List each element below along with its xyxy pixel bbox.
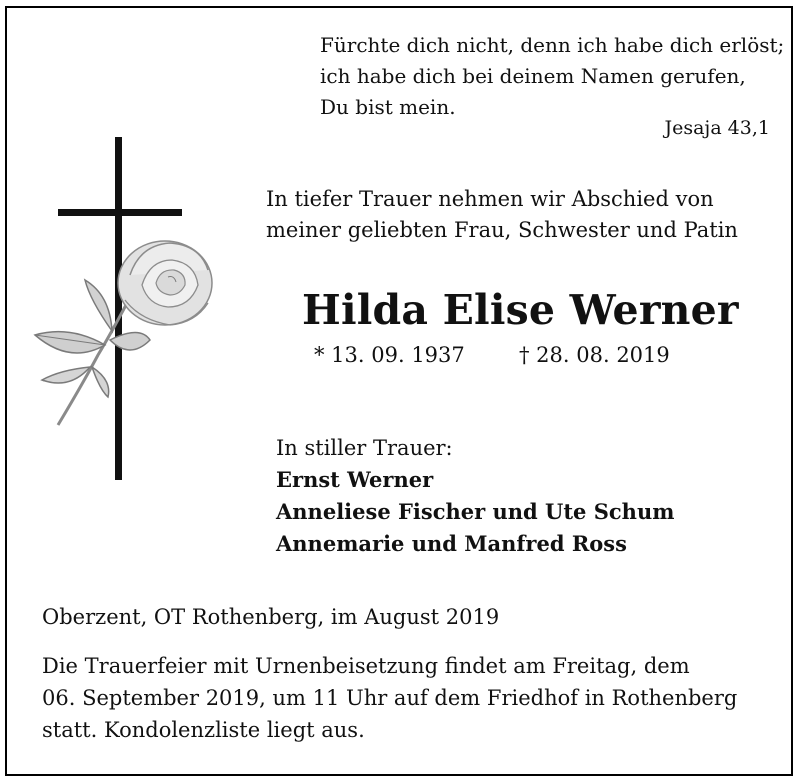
bible-verse [320,30,784,123]
verse-line: ich habe dich bei deinem Namen gerufen, [320,64,746,88]
death-date: † 28. 08. 2019 [519,343,670,367]
verse-line: Fürchte dich nicht, denn ich habe dich erlöst; [320,33,785,57]
verse-line: Du bist mein. [320,95,456,119]
mourners-heading: In stiller Trauer: [276,436,453,460]
mourner-name: Anneliese Fischer und Ute Schum [276,499,675,524]
verse-reference: Jesaja 43,1 [664,117,770,139]
intro-line: In tiefer Trauer nehmen wir Abschied von [266,187,714,211]
funeral-info [42,650,737,746]
memorial-graphic [30,135,220,485]
place-date: Oberzent, OT Rothenberg, im August 2019 [42,605,500,629]
mourners-block [276,432,674,560]
birth-date: * 13. 09. 1937 [314,343,465,367]
intro-line: meiner geliebten Frau, Schwester und Patin [266,218,738,242]
funeral-line: Die Trauerfeier mit Urnenbeisetzung findet am Freitag, dem [42,654,690,678]
funeral-line: 06. September 2019, um 11 Uhr auf dem Friedhof in Rothenberg [42,686,738,710]
farewell-intro [266,184,738,246]
mourner-name: Annemarie und Manfred Ross [276,531,627,556]
deceased-name: Hilda Elise Werner [302,286,739,334]
rose-icon [35,241,212,425]
mourner-name: Ernst Werner [276,467,434,492]
funeral-line: statt. Kondolenzliste liegt aus. [42,718,365,742]
